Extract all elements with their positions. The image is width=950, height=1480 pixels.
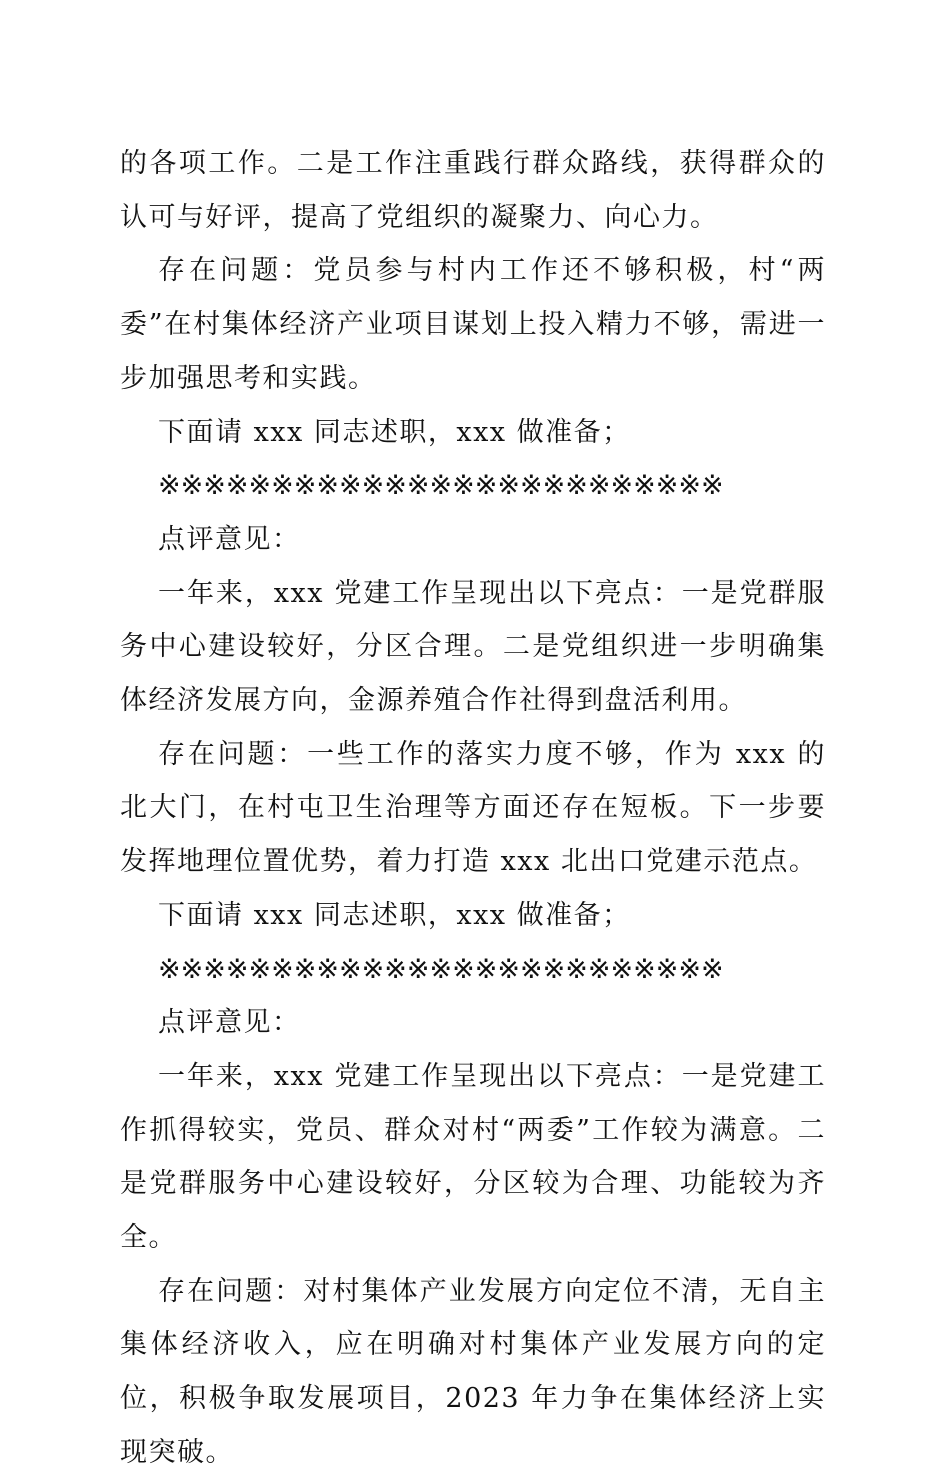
paragraph-issues-2: 存在问题：一些工作的落实力度不够，作为 xxx 的北大门，在村屯卫生治理等方面还存在短板。下一步要发挥地理位置优势，着力打造 xxx 北出口党建示范点。 [120,738,826,878]
paragraph-continuation: 的各项工作。二是工作注重践行群众路线，获得群众的认可与好评，提高了党组织的凝聚力、向心力。 [120,148,826,233]
paragraph-next-speaker-1: 下面请 xxx 同志述职，xxx 做准备； [158,416,631,448]
paragraph-issues-1: 存在问题：党员参与村内工作还不够积极，村“两委”在村集体经济产业项目谋划上投入精力不够，需进一步加强思考和实践。 [120,255,826,394]
separator-marks-2: ※※※※※※※※※※※※※※※※※※※※※※※※※ [158,953,724,985]
paragraph-issues-3: 存在问题：对村集体产业发展方向定位不清，无自主集体经济收入，应在明确对村集体产业发展方向的定位，积极争取发展项目，2023 年力争在集体经济上实现突破。 [120,1275,826,1468]
separator-marks-1: ※※※※※※※※※※※※※※※※※※※※※※※※※ [158,470,724,502]
paragraph-next-speaker-2: 下面请 xxx 同志述职，xxx 做准备； [158,899,631,931]
paragraph-highlights-2: 一年来，xxx 党建工作呈现出以下亮点：一是党建工作抓得较实，党员、群众对村“两委”工作较为满意。二是党群服务中心建设较好，分区较为合理、功能较为齐全。 [120,1060,826,1254]
heading-review-comments-2: 点评意见： [158,1007,301,1039]
document-body [120,137,826,1480]
paragraph-highlights-1: 一年来，xxx 党建工作呈现出以下亮点：一是党群服务中心建设较好，分区合理。二是党组织进一步明确集体经济发展方向，金源养殖合作社得到盘活利用。 [120,577,826,717]
heading-review-comments-1: 点评意见： [158,523,301,555]
